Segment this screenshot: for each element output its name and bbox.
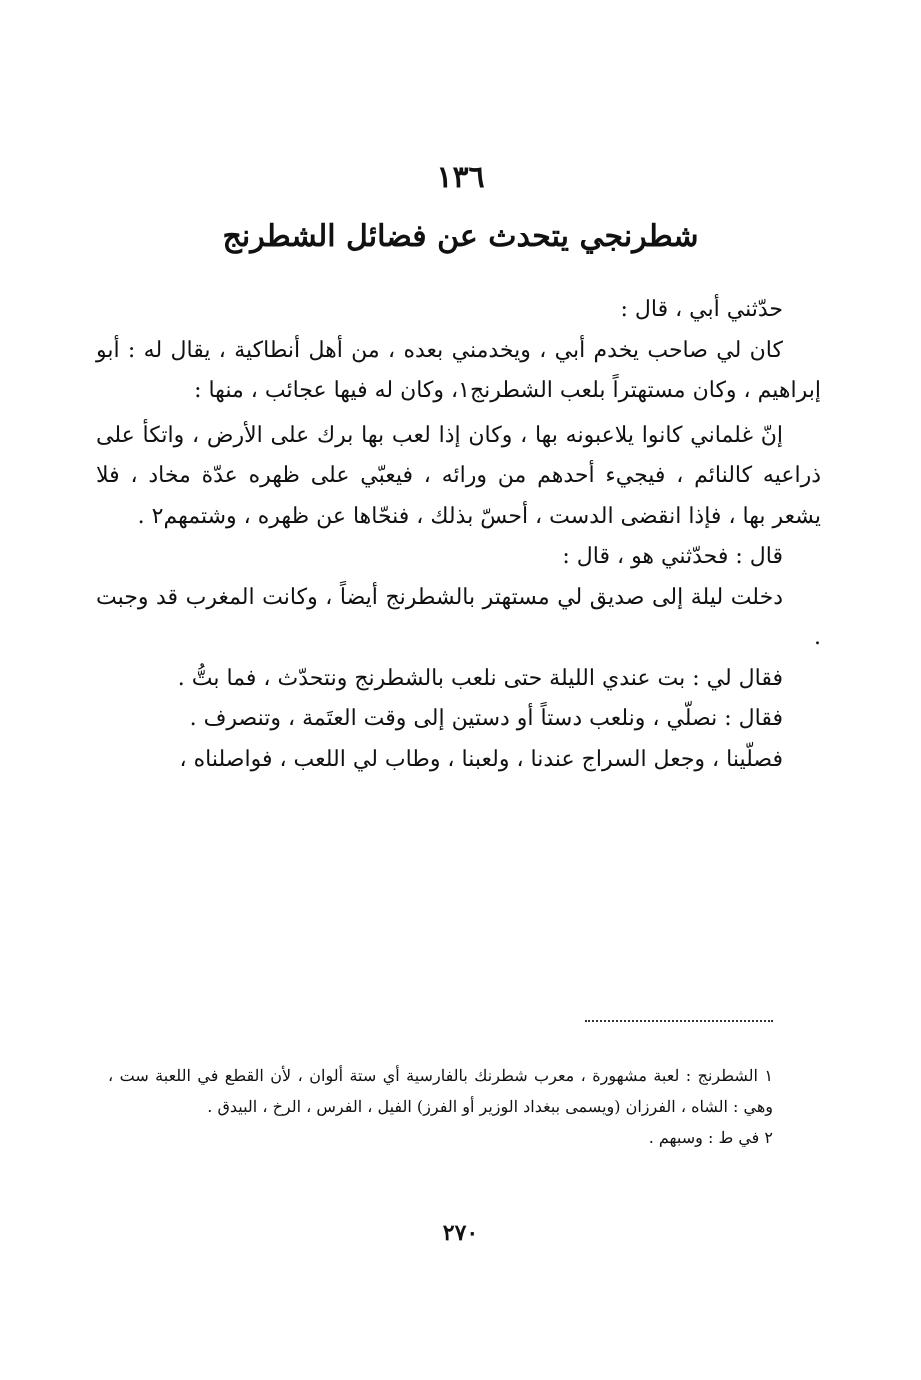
footnote: ٢ في ط : وسبهم . [648, 1128, 773, 1147]
footnote-separator [585, 1020, 773, 1022]
section-number: ١٣٦ [436, 160, 485, 195]
paragraph: إنّ غلماني كانوا يلاعبونه بها ، وكان إذا لعب بها برك على الأرض ، واتكأ على ذراعيه كالنائم ، فيجيء أحدهم من ورائه ، فيعبّي على ظهره عدّة مخاد ، فلا يشعر بها ، فإذا انقضى الدست ، أحسّ بذلك ، فنحّاها عن ظهره ، وشتمهم٢ . [96, 422, 821, 529]
paragraph: فقال : نصلّي ، ونلعب دستاً أو دستين إلى وقت العتَمة ، وتنصرف . [189, 706, 783, 731]
footnotes [108, 1060, 773, 1153]
paragraph: دخلت ليلة إلى صديق لي مستهتر بالشطرنج أيضاً ، وكانت المغرب قد وجبت . [96, 584, 821, 650]
paragraph: كان لي صاحب يخدم أبي ، ويخدمني بعده ، من أهل أنطاكية ، يقال له : أبو إبراهيم ، وكان مستهتراً بلعب الشطرنج١، وكان له فيها عجائب ، منها : [96, 337, 821, 403]
paragraph: فقال لي : بت عندي الليلة حتى نلعب بالشطرنج ونتحدّث ، فما بتُّ . [177, 665, 783, 691]
body-text [96, 290, 821, 780]
paragraph: قال : فحدّثني هو ، قال : [562, 544, 783, 569]
page-number: ٢٧٠ [442, 1220, 479, 1246]
paragraph: فصلّينا ، وجعل السراج عندنا ، ولعبنا ، وطاب لي اللعب ، فواصلناه ، [179, 746, 783, 772]
section-title: شطرنجي يتحدث عن فضائل الشطرنج [222, 219, 699, 254]
paragraph: حدّثني أبي ، قال : [620, 297, 783, 322]
footnote: ١ الشطرنج : لعبة مشهورة ، معرب شطرنك بالفارسية أي ستة ألوان ، لأن القطع في اللعبة ست ، وهي : الشاه ، الفرزان (ويسمى ببغداد الوزير أو الفرز) الفيل ، الفرس ، الرخ ، البيدق . [108, 1066, 774, 1116]
